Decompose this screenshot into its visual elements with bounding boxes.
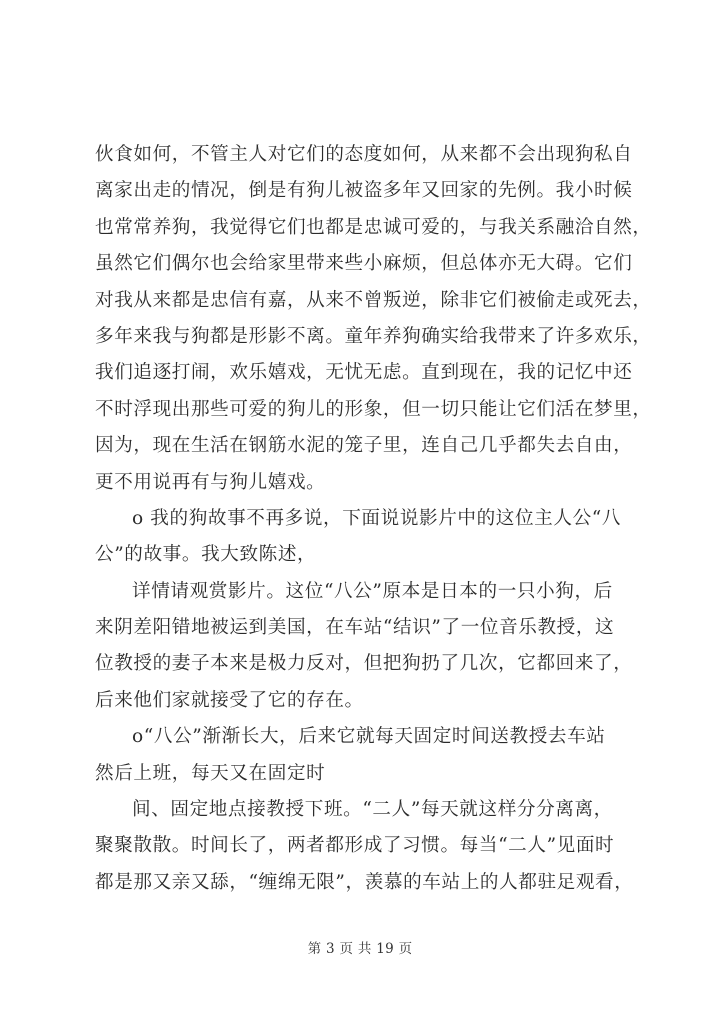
text-line: 我们追逐打闹，欢乐嬉戏，无忧无虑。直到现在，我的记忆中还 bbox=[95, 362, 633, 384]
text-line: 对我从来都是忠信有嘉，从来不曾叛逆，除非它们被偷走或死去， bbox=[95, 289, 652, 311]
text-line: 因为，现在生活在钢筋水泥的笼子里，连自己几乎都失去自由， bbox=[95, 435, 633, 457]
text-line: 虽然它们偶尔也会给家里带来些小麻烦，但总体亦无大碍。它们 bbox=[95, 253, 633, 275]
text-line: 聚聚散散。时间长了，两者都形成了习惯。每当“二人”见面时 bbox=[95, 835, 615, 857]
text-line: 更不用说再有与狗儿嬉戏。 bbox=[95, 471, 326, 493]
body-text bbox=[95, 137, 652, 901]
text-line: 伙食如何，不管主人对它们的态度如何，从来都不会出现狗私自 bbox=[95, 144, 633, 165]
paragraph-start-line: o“八公”渐渐长大，后来它就每天固定时间送教授去车站 bbox=[132, 726, 606, 748]
paragraph-start-line: 详情请观赏影片。这位“八公”原本是日本的一只小狗，后 bbox=[132, 580, 613, 602]
text-line: 离家出走的情况，倒是有狗儿被盗多年又回家的先例。我小时候 bbox=[95, 180, 633, 202]
text-line: 位教授的妻子本来是极力反对，但把狗扔了几次，它都回来了， bbox=[95, 653, 633, 675]
text-line: 后来他们家就接受了它的存在。 bbox=[95, 689, 364, 711]
page-number-footer: 第 3 页 共 19 页 bbox=[307, 941, 413, 957]
text-line: 也常常养狗，我觉得它们也都是忠诚可爱的，与我关系融洽自然， bbox=[95, 216, 652, 238]
text-line: 不时浮现出那些可爱的狗儿的形象，但一切只能让它们活在梦里， bbox=[95, 398, 652, 420]
text-line: 公”的故事。我大致陈述， bbox=[95, 544, 317, 566]
paragraph-start-line: o 我的狗故事不再多说，下面说说影片中的这位主人公“八 bbox=[132, 507, 622, 529]
text-line: 然后上班，每天又在固定时 bbox=[95, 762, 326, 784]
text-line: 多年来我与狗都是形影不离。童年养狗确实给我带来了许多欢乐， bbox=[95, 325, 652, 347]
text-line: 都是那又亲又舔，“缠绵无限”，羡慕的车站上的人都驻足观看， bbox=[95, 871, 634, 893]
paragraph-start-line: 间、固定地点接教授下班。“二人”每天就这样分分离离， bbox=[132, 799, 613, 821]
text-line: 来阴差阳错地被运到美国，在车站“结识”了一位音乐教授，这 bbox=[95, 617, 615, 639]
